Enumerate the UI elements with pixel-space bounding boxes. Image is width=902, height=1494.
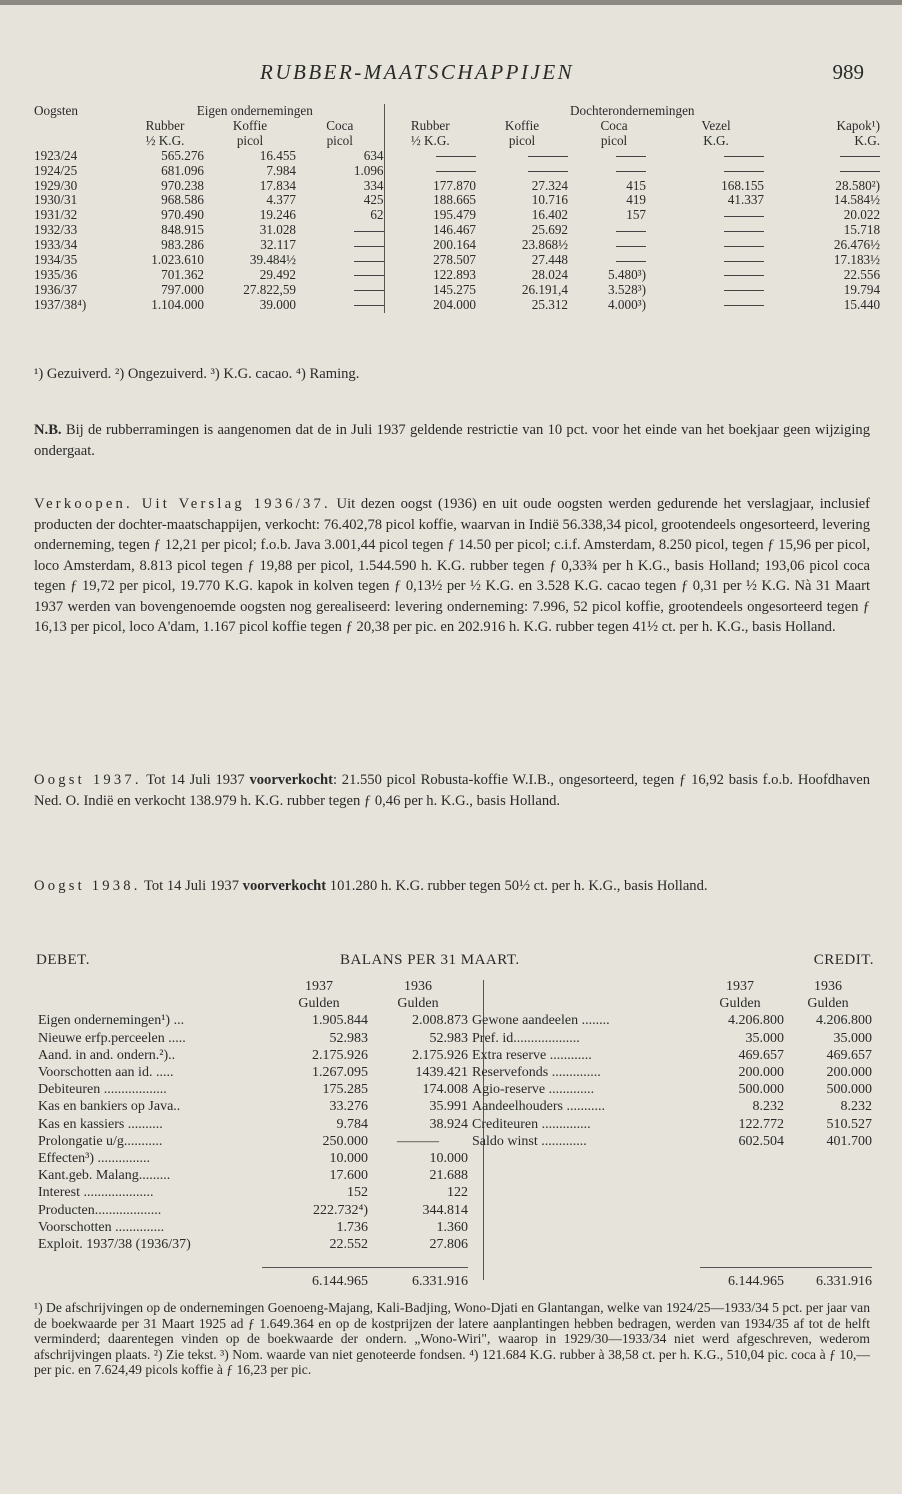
debit-label: Voorschotten aan id. .....	[38, 1065, 174, 1081]
balance-header	[34, 952, 874, 972]
table-cell	[568, 238, 660, 253]
running-title: RUBBER-MAATSCHAPPIJEN	[260, 60, 575, 84]
debit-row	[38, 1219, 468, 1236]
debit-label: Nieuwe erfp.perceelen .....	[38, 1030, 186, 1046]
table-cell: 701.362	[161, 266, 204, 282]
table-cell	[772, 164, 880, 179]
oogst1938-label: Oogst 1938.	[34, 878, 141, 894]
debit-value: 35.991	[429, 1099, 468, 1115]
table-cell: 415	[626, 177, 647, 193]
table-cell	[384, 149, 476, 164]
empty-dash	[840, 156, 880, 157]
credit-value: 35.000	[745, 1030, 784, 1046]
table-cell: 31.028	[259, 222, 296, 238]
unit-d-kapok: K.G.	[854, 132, 881, 148]
credit-value: 469.657	[738, 1047, 784, 1063]
debit-row	[38, 1098, 468, 1115]
table-cell	[296, 268, 384, 283]
nb-text: Bij de rubberramingen is aangenomen dat de in Juli 1937 geldende restrictie van 10 pct. voor het einde van het boekjaar geen wijziging ondergaat.	[34, 422, 870, 459]
empty-dash	[528, 156, 568, 157]
group-eigen: Eigen ondernemingen	[126, 104, 384, 119]
table-cell: 1937/38⁴)	[34, 296, 87, 312]
debit-total-1937: 6.144.965	[312, 1274, 368, 1289]
table-cell: 41.337	[727, 192, 765, 208]
debit-value: 33.276	[329, 1099, 368, 1115]
debit-value: 222.732⁴)	[312, 1202, 368, 1218]
credit-value: 8.232	[840, 1099, 872, 1115]
credit-label: Aandeelhouders ...........	[472, 1099, 605, 1115]
debit-years	[38, 978, 468, 995]
oogst1938-text2: 101.280 h. K.G. rubber tegen 50½ ct. per h. K.G., basis Holland.	[326, 878, 708, 894]
table-row	[34, 268, 880, 283]
debit-label: Prolongatie u/g...........	[38, 1133, 163, 1149]
debit-row	[38, 1167, 468, 1184]
table-cell: 1931/32	[34, 207, 78, 223]
debit-label: Kas en bankiers op Java..	[38, 1099, 181, 1115]
table-cell: 25.692	[531, 222, 569, 238]
debit-row	[38, 1030, 468, 1047]
credit-label: Extra reserve ............	[472, 1047, 592, 1063]
debit-row	[38, 1150, 468, 1167]
table-cell: 29.492	[259, 266, 296, 282]
empty-dash	[724, 216, 764, 217]
table-cell: 968.586	[161, 192, 204, 208]
table-cell	[660, 208, 772, 223]
table-cell: 10.716	[531, 192, 569, 208]
debit-total-row	[38, 1273, 468, 1290]
debit-value: 250.000	[322, 1133, 368, 1149]
table-cell	[296, 238, 384, 253]
table-row	[34, 283, 880, 298]
table-row	[34, 164, 880, 179]
oogst1938-text1: Tot 14 Juli 1937	[140, 878, 243, 894]
credit-label: Crediteuren ..............	[472, 1116, 591, 1132]
table-cell: 1924/25	[34, 162, 78, 178]
verkoopen-label: Verkoopen. Uit Verslag 1936/37.	[34, 496, 331, 512]
empty-dash	[840, 171, 880, 172]
table-cell	[660, 253, 772, 268]
credit-value: 4.206.800	[816, 1013, 872, 1029]
table-cell: 157	[626, 207, 647, 223]
debit-units	[38, 995, 468, 1012]
table-cell: 983.286	[161, 237, 204, 253]
credit-total-table	[472, 1273, 872, 1290]
debit-value: 52.983	[429, 1030, 468, 1046]
debit-row	[38, 1184, 468, 1201]
debit-value: 2.008.873	[412, 1013, 468, 1029]
debit-value: 1.905.844	[312, 1013, 368, 1029]
table-cell: 425	[296, 193, 384, 208]
sub-d-kapok: Kapok¹)	[836, 117, 881, 133]
production-subheader-1	[34, 119, 880, 134]
credit-row	[472, 1012, 872, 1029]
balance-debit-table	[38, 978, 468, 1253]
credit-value: 500.000	[826, 1082, 872, 1098]
production-subheader-2	[34, 134, 880, 149]
table-cell: 27.448	[531, 252, 569, 268]
credit-label: CREDIT.	[813, 952, 874, 968]
table-cell	[296, 223, 384, 238]
sub-rubber: Rubber	[145, 117, 185, 133]
debit-unit-1937: Gulden	[298, 996, 340, 1012]
empty-dash	[354, 261, 384, 262]
table-cell	[568, 149, 660, 164]
table-cell: 204.000	[433, 296, 477, 312]
table-cell: 7.984	[266, 162, 296, 178]
balance-footnotes: ¹) De afschrijvingen op de ondernemingen Goenoeng-Majang, Kali-Badjing, Wono-Djati en Glantangan, welke van 1924/25—1933/34 5 pct. per jaar van de boekwaarde per 31 Maart 1925 ad ƒ 1.649.364 en op de kostprijzen der latere aanplantingen hebben bedragen, werden van 1934/35 af tot de helft verminderd; daarentegen vinden op de boekwaarde der ondern. „Wono-Wiri", waarop in 1929/30—1933/34 niet werd afgeschreven, wederom afschrijvingen plaats. ²) Zie tekst. ³) Nom. waarde van niet genoteerde fondsen. ⁴) 121.684 K.G. rubber à 38,58 ct. per h. K.G., 510,04 pic. coca à ƒ 10,— per pic. en 7.624,49 picols koffie à ƒ 16,23 per pic.	[34, 1300, 870, 1378]
debit-value: 174.008	[422, 1082, 468, 1098]
table-cell: 1.023.610	[151, 252, 204, 268]
table-cell	[660, 223, 772, 238]
table-cell: 27.324	[531, 177, 569, 193]
empty-dash	[528, 171, 568, 172]
table-cell: 1.096	[296, 164, 384, 179]
debit-value: 10.000	[429, 1151, 468, 1167]
table-cell: 334	[296, 179, 384, 194]
empty-dash	[724, 275, 764, 276]
table-row	[34, 193, 880, 208]
table-cell	[660, 149, 772, 164]
debit-label: Producten...................	[38, 1202, 162, 1218]
credit-row	[472, 1047, 872, 1064]
table-cell: 1933/34	[34, 237, 78, 253]
page-top-edge	[0, 0, 902, 5]
empty-dash	[354, 290, 384, 291]
credit-value: 469.657	[826, 1047, 872, 1063]
debit-value: 1.267.095	[312, 1065, 368, 1081]
debit-label: Debiteuren ..................	[38, 1082, 167, 1098]
unit-d-vezel: K.G.	[703, 132, 729, 148]
table-cell: 122.893	[433, 266, 477, 282]
debit-year-1936: 1936	[404, 979, 432, 994]
table-cell: 848.915	[161, 222, 204, 238]
table-cell: 17.183½	[833, 252, 881, 268]
debit-label: Effecten³) ...............	[38, 1151, 151, 1167]
table-cell: 39.000	[259, 296, 296, 312]
table-row	[34, 253, 880, 268]
debit-value: 27.806	[429, 1237, 468, 1253]
balance-credit-table	[472, 978, 872, 1150]
table-cell: 4.000³)	[607, 296, 647, 312]
credit-value: 8.232	[752, 1099, 784, 1115]
table-cell	[660, 283, 772, 298]
table-cell: 5.480³)	[607, 266, 647, 282]
debit-value: ———	[397, 1133, 439, 1149]
empty-dash	[724, 171, 764, 172]
empty-dash	[724, 231, 764, 232]
table-cell: 146.467	[433, 222, 477, 238]
nb-paragraph	[34, 420, 870, 461]
group-dochter: Dochterondernemingen	[570, 103, 695, 118]
credit-row	[472, 1116, 872, 1133]
table-cell: 22.556	[843, 266, 881, 282]
table-cell	[296, 283, 384, 298]
table-cell: 16.455	[259, 147, 296, 163]
empty-dash	[616, 261, 646, 262]
table-row	[34, 149, 880, 164]
oogst1937-label: Oogst 1937.	[34, 772, 142, 788]
debit-value: 52.983	[329, 1030, 368, 1046]
table-cell: 39.484½	[249, 252, 296, 268]
balance-title: BALANS PER 31 MAART.	[340, 952, 520, 968]
credit-value: 200.000	[738, 1065, 784, 1081]
table-cell: 188.665	[433, 192, 477, 208]
empty-dash	[616, 231, 646, 232]
debit-value: 22.552	[329, 1237, 368, 1253]
empty-dash	[616, 246, 646, 247]
table-cell: 62	[296, 208, 384, 223]
table-cell: 23.868½	[521, 237, 569, 253]
oogst1938-bold: voorverkocht	[242, 878, 327, 894]
debit-label: Aand. in and. ondern.²)..	[38, 1047, 176, 1063]
table-cell: 1930/31	[34, 192, 78, 208]
table-cell: 1929/30	[34, 177, 78, 193]
credit-label: Pref. id...................	[472, 1030, 580, 1046]
empty-dash	[724, 261, 764, 262]
debit-value: 175.285	[322, 1082, 368, 1098]
debet-label: DEBET.	[36, 952, 90, 968]
debit-value: 1.736	[336, 1219, 368, 1235]
table-cell: 4.377	[266, 192, 296, 208]
credit-label: Gewone aandeelen ........	[472, 1013, 610, 1029]
credit-unit-1937: Gulden	[719, 996, 761, 1012]
table-cell: 177.870	[433, 177, 477, 193]
credit-value: 200.000	[826, 1065, 872, 1081]
unit-rubber: ½ K.G.	[145, 132, 185, 148]
verkoopen-text: Uit dezen oogst (1936) en uit oude oogsten werden gedurende het verslagjaar, inclusief producten der dochter-maatschappijen, verkocht: 76.402,78 picol koffie, waarvan in Indië 56.338,34 picol, grootendeels ongesorteerd, levering onderneming, tegen ƒ 12,21 per picol; f.o.b. Java 3.001,44 picol tegen ƒ 14.50 per picol; c.i.f. Amsterdam, 8.250 picol, tegen ƒ 15,96 per picol, loco Amsterdam, 8.813 picol tegen ƒ 19,88 per picol, 1.544.590 h. K.G. rubber tegen ƒ 0,33¾ per h K.G., basis Holland; 193,06 picol coca tegen ƒ 19,72 per picol, 19.770 K.G. kapok in kolven tegen ƒ 0,13½ per ½ K.G. en 3.528 K.G. cacao tegen ƒ 0,31 per ½ K.G. Nà 31 Maart 1937 werden van bovengenoemde oogsten nog gerealiseerd: levering onderneming: 7.996, 52 picol koffie, grootendeels ongesorteerd tegen ƒ 16,13 per picol, loco A'dam, 1.167 picol koffie tegen ƒ 20,38 per pic. en 202.916 h. K.G. rubber tegen 41½ ct. per h. K.G., basis Holland.	[34, 496, 871, 635]
credit-label: Reservefonds ..............	[472, 1065, 601, 1081]
table-cell: 970.238	[161, 177, 204, 193]
credit-row	[472, 1081, 872, 1098]
debit-value: 9.784	[336, 1116, 368, 1132]
debit-unit-1936: Gulden	[397, 996, 439, 1012]
debit-label: Kas en kassiers ..........	[38, 1116, 163, 1132]
col-oogsten: Oogsten	[34, 103, 78, 118]
credit-year-1937: 1937	[726, 979, 754, 994]
debit-label: Kant.geb. Malang.........	[38, 1168, 171, 1184]
credit-row	[472, 1030, 872, 1047]
empty-dash	[354, 246, 384, 247]
table-cell	[476, 149, 568, 164]
debit-value: 21.688	[429, 1168, 468, 1184]
table-cell: 1935/36	[34, 266, 78, 282]
table-cell: 15.440	[843, 296, 881, 312]
credit-total-1937: 6.144.965	[728, 1274, 784, 1289]
sub-koffie: Koffie	[232, 117, 268, 133]
debit-row	[38, 1012, 468, 1029]
table-cell: 26.191,4	[521, 281, 569, 297]
debit-total-table	[38, 1273, 468, 1290]
table-cell: 145.275	[433, 281, 477, 297]
debit-value: 344.814	[422, 1202, 468, 1218]
empty-dash	[724, 305, 764, 306]
credit-value: 35.000	[833, 1030, 872, 1046]
empty-dash	[436, 171, 476, 172]
debit-value: 1439.421	[415, 1065, 468, 1081]
empty-dash	[354, 231, 384, 232]
empty-dash	[724, 156, 764, 157]
table-cell: 1934/35	[34, 252, 78, 268]
credit-total-1936: 6.331.916	[816, 1274, 872, 1289]
credit-total-rule	[700, 1267, 872, 1268]
table-cell: 19.246	[259, 207, 296, 223]
credit-years	[472, 978, 872, 995]
credit-value: 401.700	[826, 1133, 872, 1149]
debit-label: Voorschotten ..............	[38, 1219, 165, 1235]
table-cell	[772, 149, 880, 164]
table-cell	[568, 223, 660, 238]
table-row	[34, 238, 880, 253]
production-table	[34, 104, 880, 313]
empty-dash	[616, 156, 646, 157]
debit-row	[38, 1202, 468, 1219]
debit-row	[38, 1081, 468, 1098]
table-cell: 1936/37	[34, 281, 78, 297]
credit-row	[472, 1133, 872, 1150]
table-cell: 25.312	[531, 296, 569, 312]
table-cell: 16.402	[531, 207, 569, 223]
unit-d-koffie: picol	[508, 132, 536, 148]
table-cell: 26.476½	[833, 237, 881, 253]
table-cell: 27.822,59	[243, 281, 296, 297]
debit-row	[38, 1236, 468, 1253]
debit-label: Eigen ondernemingen¹) ...	[38, 1013, 185, 1029]
credit-row	[472, 1098, 872, 1115]
oogst1937-bold: voorverkocht	[249, 772, 333, 788]
credit-value: 122.772	[738, 1116, 784, 1132]
table-cell: 797.000	[161, 281, 204, 297]
credit-total-row	[472, 1273, 872, 1290]
oogst1937-paragraph	[34, 770, 870, 811]
production-group-header	[34, 104, 880, 119]
table-row	[34, 298, 880, 313]
credit-row	[472, 1064, 872, 1081]
credit-label: Saldo winst .............	[472, 1133, 587, 1149]
unit-d-coca: picol	[600, 132, 628, 148]
table-cell	[296, 298, 384, 313]
verkoopen-paragraph	[34, 494, 870, 638]
debit-value: 152	[347, 1185, 368, 1201]
credit-units	[472, 995, 872, 1012]
table-cell	[296, 253, 384, 268]
credit-value: 500.000	[738, 1082, 784, 1098]
debit-value: 17.600	[329, 1168, 368, 1184]
table-cell: 17.834	[259, 177, 296, 193]
debit-total-rule	[262, 1267, 468, 1268]
debit-row	[38, 1047, 468, 1064]
table-cell: 1923/24	[34, 147, 78, 163]
table-cell: 634	[296, 149, 384, 164]
debit-label: Exploit. 1937/38 (1936/37)	[38, 1237, 191, 1253]
debit-year-1937: 1937	[305, 979, 333, 994]
sub-d-coca: Coca	[600, 117, 628, 133]
table-cell: 20.022	[843, 207, 881, 223]
table-cell: 1932/33	[34, 222, 78, 238]
debit-value: 2.175.926	[412, 1047, 468, 1063]
oogst1938-paragraph	[34, 876, 870, 897]
table-cell: 565.276	[161, 147, 204, 163]
sub-coca: Coca	[296, 119, 384, 134]
table-cell: 15.718	[843, 222, 881, 238]
credit-unit-1936: Gulden	[807, 996, 849, 1012]
oogst1937-text2: : 21.550 picol Robusta-koffie W.I.B., ongesorteerd, tegen ƒ 16,92 basis f.o.b. Hoofdhaven Ned. O. Indië en verkocht 138.979 h. K.G. rubber tegen ƒ 0,46 per h. K.G., basis Holland.	[34, 772, 870, 809]
empty-dash	[724, 246, 764, 247]
empty-dash	[354, 275, 384, 276]
table-cell: 195.479	[433, 207, 477, 223]
table-cell: 32.117	[260, 237, 296, 253]
debit-label: Interest ....................	[38, 1185, 154, 1201]
unit-coca: picol	[296, 134, 384, 149]
sub-d-rubber: Rubber	[410, 117, 450, 133]
debit-value: 122	[447, 1185, 468, 1201]
empty-dash	[354, 305, 384, 306]
debit-value: 2.175.926	[312, 1047, 368, 1063]
empty-dash	[724, 290, 764, 291]
credit-label: Agio-reserve .............	[472, 1082, 595, 1098]
debit-row	[38, 1116, 468, 1133]
empty-dash	[616, 171, 646, 172]
table-row	[34, 179, 880, 194]
table-cell: 28.024	[531, 266, 569, 282]
table-cell: 19.794	[843, 281, 881, 297]
debit-total-1936: 6.331.916	[412, 1274, 468, 1289]
table-cell: 14.584½	[833, 192, 881, 208]
table-cell	[660, 268, 772, 283]
debit-row	[38, 1064, 468, 1081]
production-footnotes: ¹) Gezuiverd. ²) Ongezuiverd. ³) K.G. cacao. ⁴) Raming.	[34, 366, 360, 382]
table-cell: 28.580²)	[835, 177, 881, 193]
oogst1937-text1: Tot 14 Juli 1937	[141, 772, 250, 788]
table-cell: 3.528³)	[607, 281, 647, 297]
debit-value: 10.000	[329, 1151, 368, 1167]
debit-value: 38.924	[429, 1116, 468, 1132]
unit-koffie: picol	[236, 132, 264, 148]
credit-value: 510.527	[826, 1116, 872, 1132]
credit-year-1936: 1936	[814, 979, 842, 994]
table-row	[34, 223, 880, 238]
table-cell	[660, 238, 772, 253]
table-cell: 1.104.000	[151, 296, 204, 312]
table-row	[34, 208, 880, 223]
sub-d-vezel: Vezel	[701, 117, 731, 133]
debit-value: 1.360	[436, 1219, 468, 1235]
page-header	[0, 60, 902, 88]
table-cell: 278.507	[433, 252, 477, 268]
table-cell	[568, 253, 660, 268]
table-cell	[476, 164, 568, 179]
sub-d-koffie: Koffie	[504, 117, 540, 133]
credit-value: 602.504	[738, 1133, 784, 1149]
unit-d-rubber: ½ K.G.	[410, 132, 450, 148]
table-cell: 168.155	[721, 177, 765, 193]
table-cell: 681.096	[161, 162, 204, 178]
table-cell	[568, 164, 660, 179]
table-cell: 970.490	[161, 207, 204, 223]
page-number: 989	[832, 60, 864, 84]
empty-dash	[436, 156, 476, 157]
credit-value: 4.206.800	[728, 1013, 784, 1029]
table-cell	[660, 164, 772, 179]
table-cell: 200.164	[433, 237, 477, 253]
table-cell	[384, 164, 476, 179]
table-cell: 419	[626, 192, 647, 208]
nb-label: N.B.	[34, 422, 62, 438]
debit-row	[38, 1133, 468, 1150]
table-cell	[660, 298, 772, 313]
